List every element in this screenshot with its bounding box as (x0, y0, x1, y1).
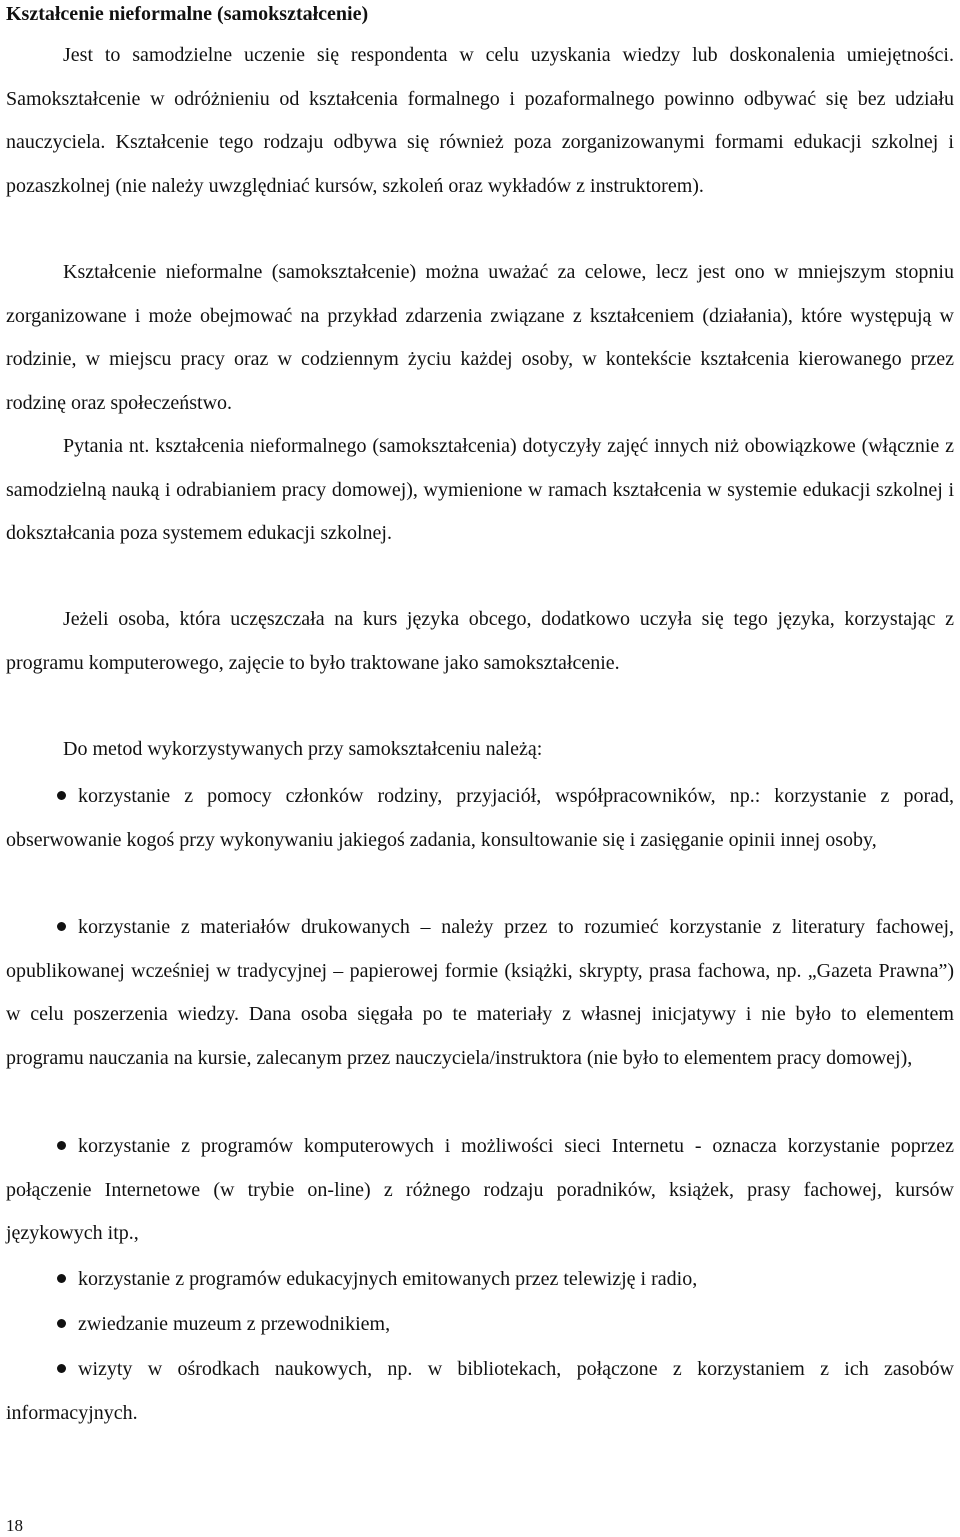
list-item-text: wizyty w ośrodkach naukowych, np. w bibliotekach, połączone z korzystaniem z ich zasobów informacyjnych. (6, 1358, 954, 1424)
list-item-text: korzystanie z pomocy członków rodziny, przyjaciół, współpracowników, np.: korzystanie z porad, obserwowanie kogoś przy wykonywaniu jakiegoś zadania, konsultowanie się i zasięganie opinii innej osoby, (6, 785, 954, 851)
bullet-icon (57, 922, 66, 931)
bullet-icon (57, 1364, 66, 1373)
list-item (6, 1303, 954, 1347)
list-item (6, 1348, 954, 1435)
paragraph-language-course: Jeżeli osoba, która uczęszczała na kurs języka obcego, dodatkowo uczyła się tego języka, korzystając z programu komputerowego, zajęcie to było traktowane jako samokształcenie. (6, 608, 954, 674)
bullet-icon (57, 1319, 66, 1328)
list-item-text: zwiedzanie muzeum z przewodnikiem, (78, 1313, 391, 1335)
list-item-text: korzystanie z programów komputerowych i możliwości sieci Internetu - oznacza korzystanie poprzez połączenie Internetowe (w trybie on-line) z różnego rodzaju poradników, książek, prasy fachowej, kursów językowych itp., (6, 1135, 954, 1245)
paragraph-questions: Pytania nt. kształcenia nieformalnego (samokształcenia) dotyczyły zajęć innych niż obowiązkowe (włącznie z samodzielną nauką i odrabianiem pracy domowej), wymienione w ramach kształcenia w systemie edukacji szkolnej i dokształcania poza systemem edukacji szkolnej. (6, 435, 954, 545)
section-heading: Kształcenie nieformalne (samokształcenie) (6, 3, 369, 25)
list-item (6, 906, 954, 1080)
paragraph-methods-intro: Do metod wykorzystywanych przy samokształceniu należą: (63, 738, 543, 760)
paragraph-definition: Jest to samodzielne uczenie się respondenta w celu uzyskania wiedzy lub doskonalenia umiejętności. Samokształcenie w odróżnieniu od kształcenia formalnego i pozaformalnego powinno odbywać się bez udziału nauczyciela. Kształcenie tego rodzaju odbywa się również poza zorganizowanymi formami edukacji szkolnej i pozaszkolnej (nie należy uwzględniać kursów, szkoleń oraz wykładów z instruktorem). (6, 44, 954, 197)
list-item (6, 1258, 954, 1302)
paragraph-scope: Kształcenie nieformalne (samokształcenie) można uważać za celowe, lecz jest ono w mniejszym stopniu zorganizowane i może obejmować na przykład zdarzenia związane z kształceniem (działania), które występują w rodzinie, w miejscu pracy oraz w codziennym życiu każdej osoby, w kontekście kształcenia kierowanego przez rodzinę oraz społeczeństwo. (6, 261, 954, 414)
bullet-icon (57, 1141, 66, 1150)
list-item-text: korzystanie z materiałów drukowanych – należy przez to rozumieć korzystanie z literatury fachowej, opublikowanej wcześniej w tradycyjnej – papierowej formie (książki, skrypty, prasa fachowa, np. „Gazeta Prawna”) w celu poszerzenia wiedzy. Dana osoba sięgała po te materiały z własnej inicjatywy i nie było to elementem programu nauczania na kursie, zalecanym przez nauczyciela/instruktora (nie było to elementem pracy domowej), (6, 916, 954, 1069)
list-item (6, 1125, 954, 1256)
page-number: 18 (6, 1516, 23, 1535)
bullet-icon (57, 1274, 66, 1283)
bullet-icon (57, 791, 66, 800)
list-item (6, 775, 954, 862)
list-item-text: korzystanie z programów edukacyjnych emitowanych przez telewizję i radio, (78, 1268, 698, 1290)
